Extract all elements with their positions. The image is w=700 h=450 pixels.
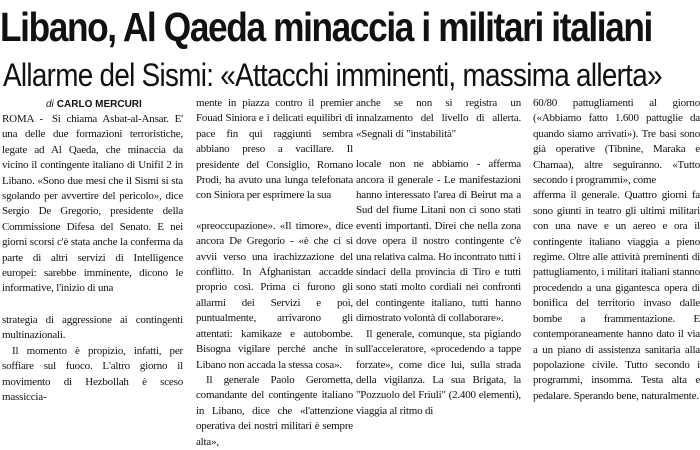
column-1-paragraph-3: Il momento è propizio, infatti, per soffiare sul fuoco. L'altro giorno il movimento di Hezbollah è sceso massiccia- <box>2 344 183 403</box>
dateline: ROMA - <box>2 113 43 125</box>
column-4-paragraph-1: 60/80 pattugliamenti al giorno («Abbiamo fatto 1.600 pattuglie da quando siamo arrivati»). Tre basi sono già operative (Tibnine, Maraka e Chamaa), altre seguiranno. «Tutto secondo i programmi», come <box>533 97 700 187</box>
column-2-paragraph-1: mente in piazza contro il premier Fouad Siniora e i delicati equilibri di pace fin qui raggiunti sembra abbiano preso a vacillare. Il presidente del Consiglio, Romano Prodi, ha avuto una lunga telefonata con Siniora per esprimere la sua <box>196 97 353 202</box>
column-1-paragraph-1 <box>2 112 183 297</box>
article-column-3 <box>356 96 521 439</box>
column-1-paragraph-2: strategia di aggressione ai contingenti multinazionali. <box>2 313 183 342</box>
paragraph-text: Si chiama Asbat-al-Ansar. E' una delle due formazioni terroristiche, legate ad Al Qaeda, che minaccia da vicino il contingente italiano di Unifil 2 in Libano. «Sono due mesi che il Sismi si sta sgolando per avvertire del pericolo», dice Sergio De Gregorio, presidente della Commissione Difesa del Senato. E nei giorni scorsi c'è stata anche la conferma da parte di altri servizi di Intelligence europei: sarebbe imminente, dicono le informative, l'inizio di una <box>2 113 183 295</box>
column-3-paragraph-2: locale non ne abbiamo - afferma ancora il generale - Le manifestazioni hanno interessato l'area di Beirut ma a Sud del fiume Litani non ci sono stati eventi importanti. Direi che nella zona dove opera il nostro contingente c'è una relativa calma. Ho incontrato tutti i sindaci della provincia di Tiro e tutti sono stati molto cordiali nei confronti del contingente italiano, tutti hanno dimostrato volontà di collaborare». <box>356 158 521 325</box>
column-2-paragraph-3: Il generale Paolo Gerometta, comandante del contingente italiano in Libano, dice che «l'attenzione operativa dei nostri militari è sempre alta», <box>196 373 353 448</box>
article-byline <box>46 98 142 112</box>
article-subheadline: Allarme del Sismi: «Attacchi imminenti, massima allerta» <box>3 57 662 93</box>
column-3-paragraph-1: anche se non si registra un innalzamento del livello di allerta. «Segnali di "instabilità" <box>356 97 521 140</box>
article-headline: Libano, Al Qaeda minaccia i militari italiani <box>0 4 652 50</box>
column-4-paragraph-2: afferma il generale. Quattro giorni fa sono giunti in teatro gli ultimi militari con una nave e un aereo e ora il contingente italiano viaggia a pieno regime. Oltre alle attività preminenti di pattugliamento, i militari italiani stanno procedendo a una gigantesca opera di bonifica del territorio invaso dalle bombe a frammentazione. E contemporaneamente hanno dato il via a un piano di assistenza sanitaria alla popolazione civile. Tutto secondo i programmi, insomma. Testa alta e pedalare. Sperando bene, naturalmente. <box>533 189 700 402</box>
byline-author: CARLO MERCURI <box>56 99 142 110</box>
column-2-paragraph-2: «preoccupazione». «Il timore», dice ancora De Gregorio - «è che ci si avvii verso una irachizzazione del conflitto. In Afghanistan accadde proprio così. Prima ci furono gli allarmi dei Servizi e poi, puntualmente, arrivarono gli attentati: kamikaze e autobombe. Bisogna vigilare perché anche in Libano non accada la stessa cosa». <box>196 219 353 371</box>
column-3-paragraph-3: Il generale, comunque, sta pigiando sull'acceleratore, «procedendo a tappe forzate», come dice lui, sulla strada della vigilanza. La sua Brigata, la "Pozzuolo del Friuli" (2.400 elementi), viaggia al ritmo di <box>356 327 521 417</box>
article-column-2 <box>196 96 353 448</box>
byline-prefix: di <box>46 99 54 110</box>
article-column-4 <box>533 96 700 439</box>
article-column-1 <box>2 112 183 439</box>
